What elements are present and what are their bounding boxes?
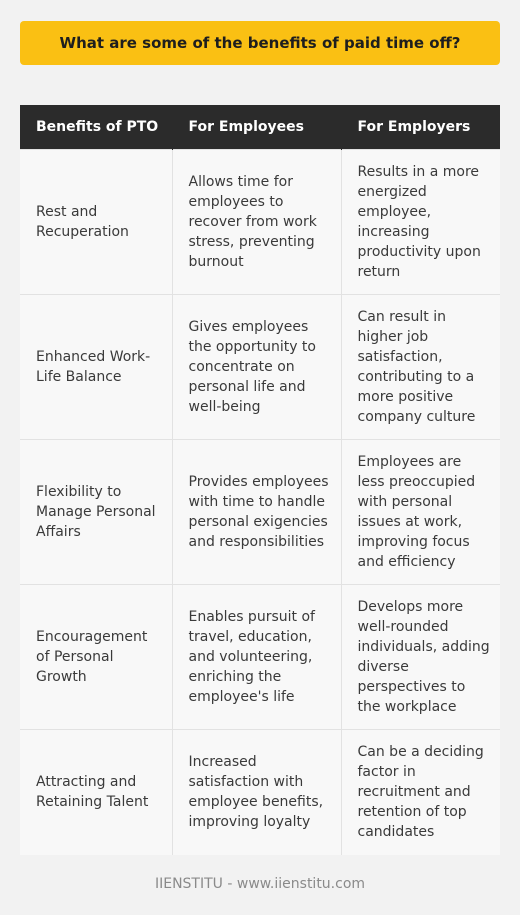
employers-cell: Results in a more energized employee, increasing productivity upon return [341,150,500,295]
employees-cell: Provides employees with time to handle personal exigencies and responsibilities [172,440,341,585]
benefit-cell: Rest and Recuperation [20,150,172,295]
employers-cell: Employees are less preoccupied with personal issues at work, improving focus and efficiency [341,440,500,585]
header-benefits: Benefits of PTO [20,105,172,150]
table-row [20,730,500,855]
table-row [20,585,500,730]
header-employees: For Employees [172,105,341,150]
employers-cell: Can result in higher job satisfaction, contributing to a more positive company culture [341,295,500,440]
table-row [20,295,500,440]
page-title: What are some of the benefits of paid time off? [20,21,500,65]
benefit-cell: Encouragement of Personal Growth [20,585,172,730]
benefits-table [20,105,500,855]
table-row [20,440,500,585]
employees-cell: Increased satisfaction with employee benefits, improving loyalty [172,730,341,855]
employees-cell: Allows time for employees to recover from work stress, preventing burnout [172,150,341,295]
benefit-cell: Enhanced Work-Life Balance [20,295,172,440]
benefit-cell: Flexibility to Manage Personal Affairs [20,440,172,585]
footer-credit: IIENSTITU - www.iienstitu.com [154,876,366,892]
header-employers: For Employers [341,105,500,150]
table-row [20,150,500,295]
employers-cell: Can be a deciding factor in recruitment and retention of top candidates [341,730,500,855]
table-header-row [20,105,500,150]
employers-cell: Develops more well-rounded individuals, adding diverse perspectives to the workplace [341,585,500,730]
employees-cell: Enables pursuit of travel, education, and volunteering, enriching the employee's life [172,585,341,730]
benefit-cell: Attracting and Retaining Talent [20,730,172,855]
employees-cell: Gives employees the opportunity to concentrate on personal life and well-being [172,295,341,440]
